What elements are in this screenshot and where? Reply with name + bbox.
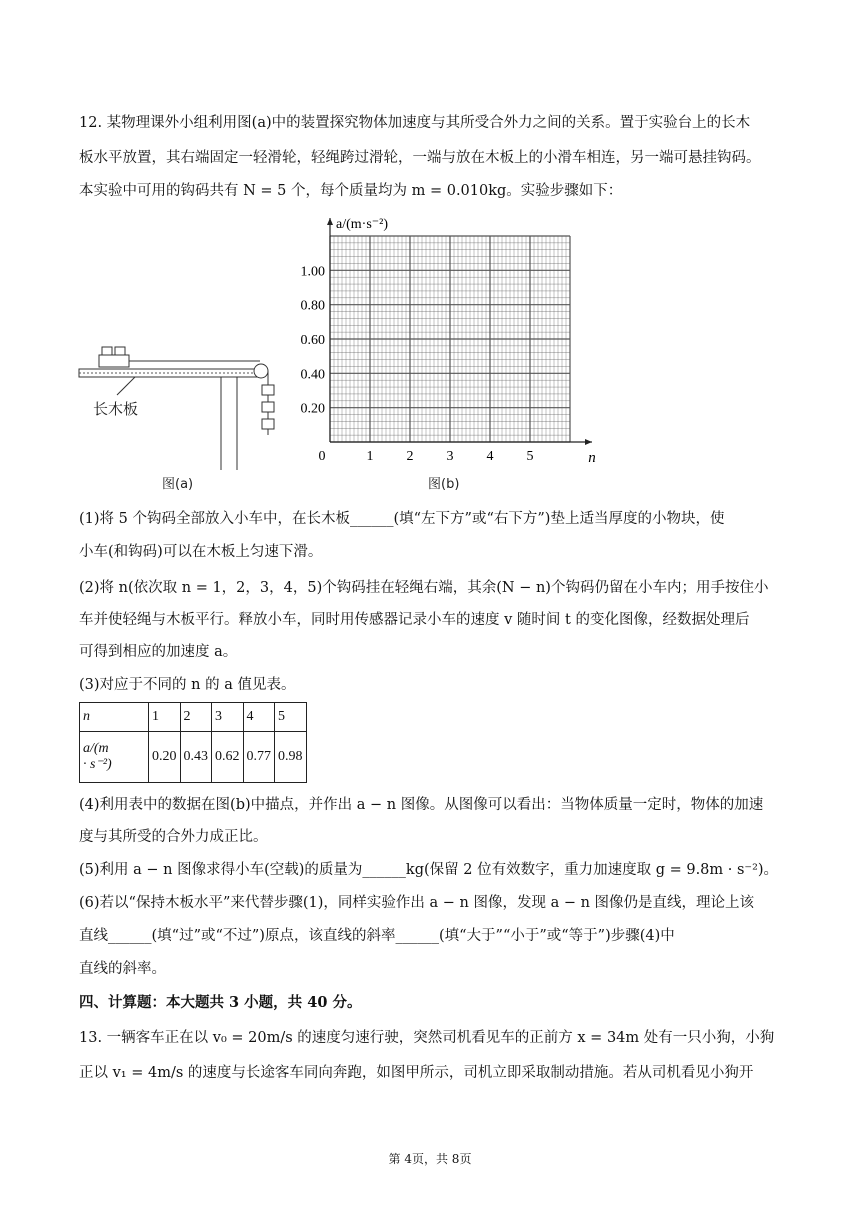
y-tick-label: 0.80: [300, 298, 325, 314]
step2-line1: (2)将 n(依次取 n = 1，2，3，4，5)个钩码挂在轻绳右端，其余(N − n)个钩码仍留在小车内；用手按住小: [79, 580, 769, 596]
step6-line3: 直线的斜率。: [79, 961, 166, 977]
table-cell: 1: [149, 703, 181, 732]
y-axis-arrow: [327, 218, 333, 225]
table-cell: 3: [212, 703, 244, 732]
x-tick-label: 4: [486, 449, 494, 464]
step6-line2: 直线______(填“过”或“不过”)原点，该直线的斜率______(填“大于”“小于”或“等于”)步骤(4)中: [79, 928, 675, 944]
label-long-board: 长木板: [93, 400, 139, 418]
x-tick-label: 3: [446, 449, 454, 464]
cart: [99, 355, 129, 367]
table-cell: 0.77: [243, 732, 275, 783]
step6-line1: (6)若以“保持木板水平”来代替步骤(1)，同样实验作出 a − n 图像，发现 a − n 图像仍是直线，理论上该: [79, 895, 755, 911]
q13-line2: 正以 v₁ = 4m/s 的速度与长途客车同向奔跑，如图甲所示，司机立即采取制动措施。若从司机看见小狗开: [79, 1065, 754, 1081]
table-cell: 0.20: [149, 732, 181, 783]
y-tick-label: 0.60: [300, 333, 325, 348]
y-tick-label: 0.20: [300, 401, 325, 417]
step3: (3)对应于不同的 n 的 a 值见表。: [79, 677, 296, 693]
step2-line2: 车并使轻绳与木板平行。释放小车，同时用传感器记录小车的速度 v 随时间 t 的变化图像，经数据处理后: [79, 612, 750, 628]
table-cell: 0.62: [212, 732, 244, 783]
hanging-weight: [262, 385, 274, 395]
page-footer: 第 4页，共 8页: [388, 1152, 472, 1166]
figure-a-caption: 图(a): [162, 477, 194, 492]
y-tick-label: 0.40: [300, 367, 325, 383]
x-tick-label: 5: [526, 449, 534, 464]
x-tick-label: 0: [318, 449, 326, 464]
step5: (5)利用 a − n 图像求得小车(空载)的质量为______kg(保留 2 位有效数字，重力加速度取 g = 9.8m · s⁻²)。: [79, 862, 779, 878]
hanging-weight: [262, 402, 274, 412]
q12-line1: 12. 某物理课外小组利用图(a)中的装置探究物体加速度与其所受合外力之间的关系。置于实验台上的长木: [79, 115, 751, 131]
table-cell: 4: [243, 703, 275, 732]
x-axis-arrow: [585, 439, 592, 445]
pulley: [254, 364, 268, 378]
table-header-a: [80, 732, 149, 783]
table-cell: 2: [180, 703, 212, 732]
step4-line1: (4)利用表中的数据在图(b)中描点，并作出 a − n 图像。从图像可以看出：当物体质量一定时，物体的加速: [79, 797, 764, 813]
step2-line3: 可得到相应的加速度 a。: [79, 644, 238, 660]
cart-weight: [115, 347, 125, 355]
section-heading: 四、计算题：本大题共 3 小题，共 40 分。: [79, 994, 362, 1011]
step1-line2: 小车(和钩码)可以在木板上匀速下滑。: [79, 544, 323, 560]
table-cell: 0.43: [180, 732, 212, 783]
table-header-a-line1: a/(m: [83, 741, 109, 756]
q12-line2: 板水平放置，其右端固定一轻滑轮，轻绳跨过滑轮，一端与放在木板上的小滑车相连，另一端可悬挂钩码。: [79, 150, 761, 166]
data-table: [79, 702, 307, 783]
x-tick-label: 2: [406, 449, 414, 464]
q13-line1: 13. 一辆客车正在以 v₀ = 20m/s 的速度匀速行驶，突然司机看见车的正前方 x = 34m 处有一只小狗，小狗: [79, 1030, 775, 1046]
figure-b-caption: 图(b): [428, 477, 460, 492]
x-axis-label: n: [588, 450, 596, 466]
cart-weight: [102, 347, 112, 355]
q12-line3: 本实验中可用的钩码共有 N = 5 个，每个质量均为 m = 0.010kg。实验步骤如下：: [79, 183, 623, 199]
step4-line2: 度与其所受的合外力成正比。: [79, 829, 268, 845]
step1-line1: (1)将 5 个钩码全部放入小车中，在长木板______(填“左下方”或“右下方”)垫上适当厚度的小物块，使: [79, 511, 725, 527]
table-header-a-line2: · s⁻²): [83, 757, 112, 772]
y-axis-label: a/(m·s⁻²): [336, 217, 389, 232]
hanging-weight: [262, 419, 274, 429]
y-tick-label: 1.00: [300, 264, 325, 280]
x-tick-label: 1: [366, 449, 374, 464]
table-header-n: n: [80, 703, 149, 732]
table-cell: 5: [275, 703, 307, 732]
figure-b-chart: [290, 210, 596, 470]
table-cell: 0.98: [275, 732, 307, 783]
